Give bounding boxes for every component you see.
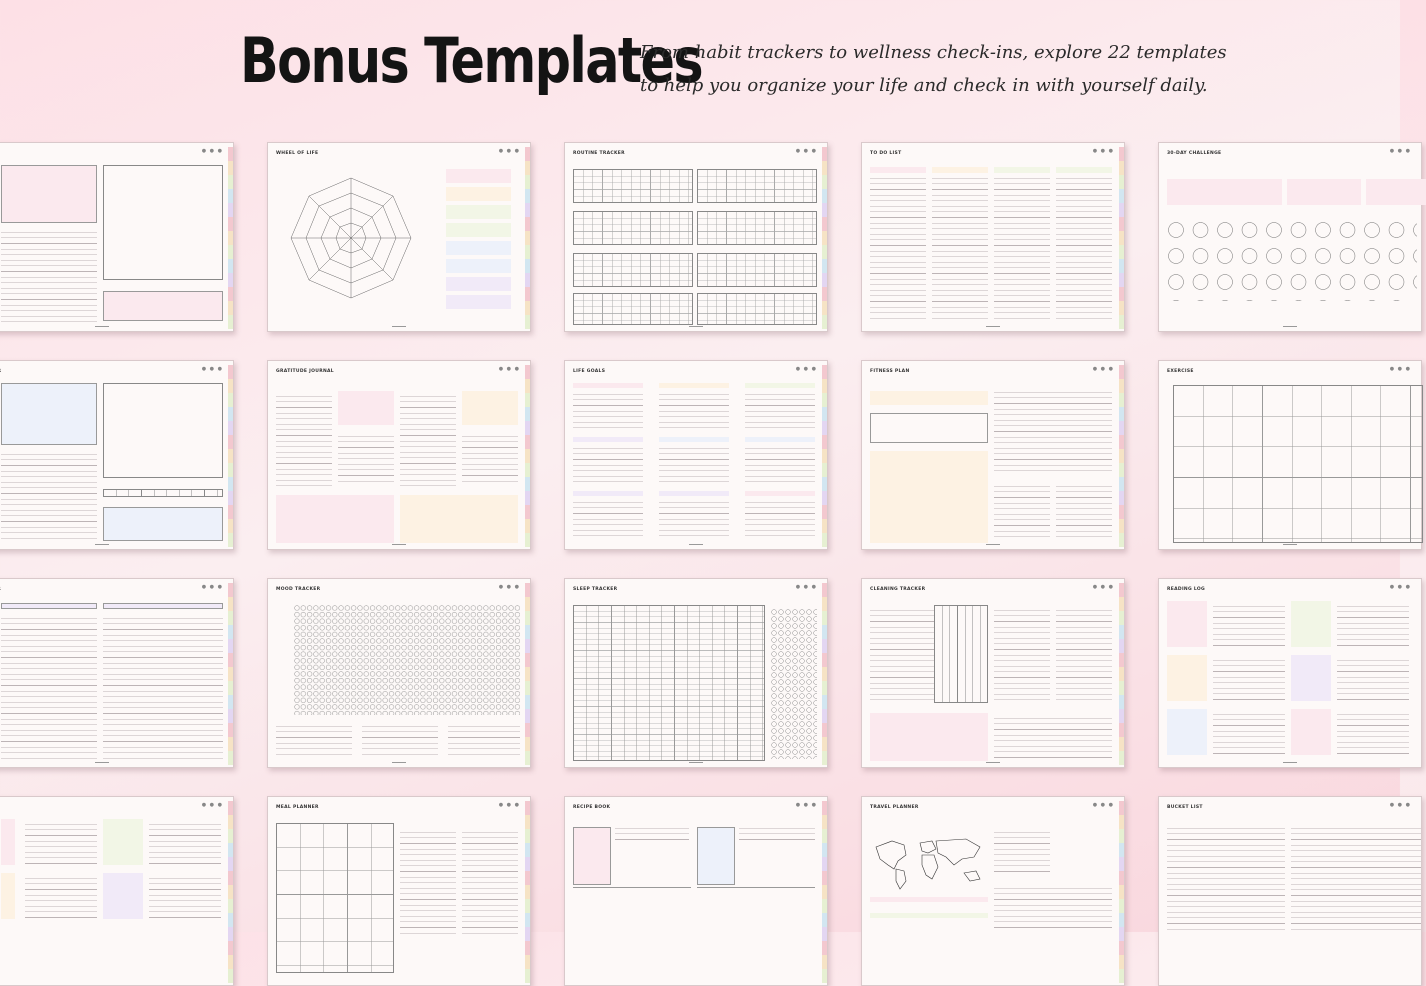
fitness-header	[870, 391, 988, 405]
goal-lines	[573, 443, 643, 485]
side-tabs	[525, 147, 530, 329]
side-tabs	[822, 365, 827, 547]
tracker-header	[1, 603, 97, 609]
category-band	[446, 277, 511, 291]
window-dots: ● ● ●	[1389, 584, 1411, 590]
template-preview-sleep-tracker[interactable]	[564, 578, 828, 768]
template-preview-meal-planner[interactable]	[267, 796, 531, 986]
category-band	[446, 187, 511, 201]
hours-strip	[103, 489, 223, 497]
routine-grid	[573, 253, 693, 287]
book-lines	[1213, 601, 1285, 647]
goal-header	[745, 437, 815, 442]
window-dots: ● ● ●	[1389, 148, 1411, 154]
category-band	[446, 169, 511, 183]
window-dots: ● ● ●	[498, 148, 520, 154]
goal-lines	[573, 389, 643, 431]
window-dots: ● ● ●	[498, 584, 520, 590]
reflection-box	[400, 495, 518, 543]
template-title: SLEEP TRACKER	[573, 587, 618, 592]
template-title: MEAL PLANNER	[276, 805, 319, 810]
window-dots: ● ● ●	[1389, 802, 1411, 808]
book-lines	[149, 873, 221, 919]
category-band	[446, 295, 511, 309]
mood-legend	[276, 721, 352, 757]
travel-band	[870, 913, 988, 918]
book-lines	[25, 819, 97, 865]
page-footer	[986, 326, 1000, 328]
section-grid	[103, 165, 223, 280]
mood-legend	[362, 721, 438, 757]
page-footer	[986, 544, 1000, 546]
category-band	[446, 205, 511, 219]
book-cover	[1291, 655, 1331, 701]
template-preview-travel-planner[interactable]	[861, 796, 1125, 986]
checklist-lines	[870, 173, 926, 323]
book-lines	[1337, 655, 1409, 701]
template-title: FITNESS PLAN	[870, 369, 910, 374]
template-preview-planner-2[interactable]	[0, 360, 234, 550]
routine-grid	[573, 169, 693, 203]
side-tabs	[228, 583, 233, 765]
page-title: Bonus Templates	[240, 24, 702, 97]
book-cover	[103, 819, 143, 865]
reflection-box	[276, 495, 394, 543]
side-tabs	[1119, 583, 1124, 765]
goal-lines	[745, 389, 815, 431]
book-lines	[1337, 601, 1409, 647]
page-footer	[392, 544, 406, 546]
template-preview-bucket-list[interactable]	[1158, 796, 1422, 986]
page-footer	[689, 544, 703, 546]
page-footer	[95, 762, 109, 764]
window-dots: ● ● ●	[795, 148, 817, 154]
template-title	[0, 369, 1, 374]
template-preview-30-day-challenge[interactable]	[1158, 142, 1422, 332]
book-lines	[1213, 709, 1285, 755]
cleaning-lines	[1056, 605, 1112, 703]
template-title: WHEEL OF LIFE	[276, 151, 319, 156]
template-title: 30-DAY CHALLENGE	[1167, 151, 1222, 156]
page-footer	[689, 762, 703, 764]
wheel-chart	[286, 173, 416, 303]
grocery-lines	[400, 827, 456, 937]
goal-header	[659, 437, 729, 442]
book-lines	[1337, 709, 1409, 755]
travel-band	[870, 897, 988, 902]
meal-grid	[276, 823, 394, 973]
window-dots: ● ● ●	[795, 584, 817, 590]
journal-lines	[400, 391, 456, 486]
fitness-lines	[994, 387, 1112, 475]
book-lines	[1213, 655, 1285, 701]
template-preview-to-do-list[interactable]	[861, 142, 1125, 332]
book-lines	[149, 819, 221, 865]
window-dots: ● ● ●	[1092, 366, 1114, 372]
fitness-table	[870, 413, 988, 443]
cleaning-lines	[994, 605, 1050, 703]
recipe-divider	[573, 887, 691, 937]
bucket-lines	[1167, 823, 1285, 933]
cleaning-lines	[994, 713, 1112, 761]
exercise-grid	[1173, 385, 1423, 543]
routine-grid	[573, 211, 693, 245]
book-cover	[1167, 601, 1207, 647]
goal-header	[573, 491, 643, 496]
journal-box	[338, 391, 394, 425]
page-footer	[689, 326, 703, 328]
day-circles	[1167, 221, 1417, 301]
tracker-lines	[1, 613, 97, 759]
template-title: TO DO LIST	[870, 151, 902, 156]
page-footer	[1283, 544, 1297, 546]
template-title: ROUTINE TRACKER	[573, 151, 625, 156]
goal-lines	[745, 443, 815, 485]
sleep-dots	[771, 609, 817, 759]
side-tabs	[525, 365, 530, 547]
category-band	[446, 241, 511, 255]
routine-grid	[697, 253, 817, 287]
template-title: TRAVEL PLANNER	[870, 805, 919, 810]
routine-grid	[697, 169, 817, 203]
window-dots: ● ● ●	[1389, 366, 1411, 372]
grocery-lines	[462, 827, 518, 937]
book-cover	[1291, 709, 1331, 755]
tracker-header	[103, 603, 223, 609]
side-tabs	[525, 801, 530, 983]
cleaning-notes	[870, 713, 988, 761]
cleaning-lines	[870, 605, 934, 703]
side-tabs	[228, 801, 233, 983]
side-tabs	[1119, 365, 1124, 547]
goal-lines	[659, 443, 729, 485]
tracker-lines	[103, 613, 223, 759]
banner-header	[0, 0, 1400, 140]
window-dots: ● ● ●	[795, 802, 817, 808]
template-preview-reading-log[interactable]	[1158, 578, 1422, 768]
template-preview-exercise[interactable]	[1158, 360, 1422, 550]
fitness-lines	[994, 481, 1050, 541]
book-cover	[103, 873, 143, 919]
challenge-box	[1366, 179, 1426, 205]
template-preview-recipe-book[interactable]	[564, 796, 828, 986]
goal-header	[745, 491, 815, 496]
section-grid	[103, 383, 223, 478]
template-title	[0, 587, 1, 592]
book-cover	[1167, 709, 1207, 755]
book-cover	[1, 819, 15, 865]
template-title: GRATITUDE JOURNAL	[276, 369, 334, 374]
goal-lines	[573, 497, 643, 541]
side-tabs	[822, 147, 827, 329]
side-tabs	[822, 801, 827, 983]
template-preview-routine-tracker[interactable]	[564, 142, 828, 332]
routine-grid	[697, 293, 817, 325]
window-dots: ● ● ●	[201, 366, 223, 372]
ruled-lines	[1, 227, 97, 323]
category-band	[446, 259, 511, 273]
template-preview-wheel-of-life[interactable]	[267, 142, 531, 332]
journal-lines	[338, 431, 394, 486]
recipe-lines	[739, 823, 815, 843]
page-footer	[1283, 326, 1297, 328]
book-cover	[1167, 655, 1207, 701]
side-tabs	[1119, 147, 1124, 329]
page-footer	[392, 326, 406, 328]
page-footer	[986, 762, 1000, 764]
page-footer	[95, 326, 109, 328]
recipe-lines	[615, 823, 689, 843]
recipe-photo	[573, 827, 611, 885]
journal-box	[462, 391, 518, 425]
recipe-divider	[697, 887, 815, 937]
journal-lines	[276, 391, 332, 486]
template-title: LIFE GOALS	[573, 369, 606, 374]
world-map	[870, 835, 988, 891]
side-tabs	[1119, 801, 1124, 983]
mood-legend	[448, 721, 520, 757]
template-preview-mood-tracker[interactable]	[267, 578, 531, 768]
journal-lines	[462, 431, 518, 486]
ruled-lines	[1, 449, 97, 541]
window-dots: ● ● ●	[201, 148, 223, 154]
template-title: CLEANING TRACKER	[870, 587, 926, 592]
sleep-grid	[573, 605, 765, 761]
template-title: MOOD TRACKER	[276, 587, 321, 592]
template-preview-planner[interactable]	[0, 142, 234, 332]
window-dots: ● ● ●	[1092, 802, 1114, 808]
window-dots: ● ● ●	[201, 802, 223, 808]
page-subtitle	[640, 36, 1227, 102]
template-title: RECIPE BOOK	[573, 805, 611, 810]
template-title: READING LOG	[1167, 587, 1205, 592]
goal-lines	[745, 497, 815, 541]
recipe-photo	[697, 827, 735, 885]
mood-bubbles	[294, 605, 520, 715]
goal-header	[573, 383, 643, 388]
page-footer	[1283, 762, 1297, 764]
template-title: BUCKET LIST	[1167, 805, 1203, 810]
category-band	[446, 223, 511, 237]
window-dots: ● ● ●	[795, 366, 817, 372]
template-preview-tracker[interactable]	[0, 578, 234, 768]
routine-grid	[697, 211, 817, 245]
subtitle-line-2: to help you organize your life and check in with yourself daily.	[640, 75, 1208, 96]
page-footer	[95, 544, 109, 546]
checklist-lines	[932, 173, 988, 323]
template-preview-log[interactable]	[0, 796, 234, 986]
side-tabs	[228, 365, 233, 547]
subtitle-line-1: From habit trackers to wellness check-ins, explore 22 templates	[640, 42, 1227, 63]
bucket-lines	[1291, 823, 1421, 933]
window-dots: ● ● ●	[1092, 148, 1114, 154]
template-preview-life-goals[interactable]	[564, 360, 828, 550]
window-dots: ● ● ●	[498, 366, 520, 372]
goal-header	[745, 383, 815, 388]
challenge-box	[1287, 179, 1361, 205]
template-preview-fitness-plan[interactable]	[861, 360, 1125, 550]
cleaning-grid	[934, 605, 988, 703]
book-lines	[25, 873, 97, 919]
template-title: EXERCISE	[1167, 369, 1194, 374]
book-cover	[1, 873, 15, 919]
checklist-lines	[994, 173, 1050, 323]
notes-box	[103, 291, 223, 321]
goal-header	[659, 383, 729, 388]
template-preview-cleaning-tracker[interactable]	[861, 578, 1125, 768]
fitness-notes	[870, 451, 988, 543]
side-tabs	[525, 583, 530, 765]
fitness-lines	[1056, 481, 1112, 541]
page-footer	[392, 762, 406, 764]
window-dots: ● ● ●	[498, 802, 520, 808]
template-preview-gratitude-journal[interactable]	[267, 360, 531, 550]
goal-header	[573, 437, 643, 442]
notes-box	[103, 507, 223, 541]
travel-lines	[994, 827, 1050, 873]
section-box	[1, 165, 97, 223]
checklist-lines	[1056, 173, 1112, 323]
travel-lines	[994, 883, 1112, 933]
window-dots: ● ● ●	[201, 584, 223, 590]
challenge-box	[1167, 179, 1282, 205]
routine-grid	[573, 293, 693, 325]
goal-lines	[659, 497, 729, 541]
side-tabs	[822, 583, 827, 765]
side-tabs	[228, 147, 233, 329]
goal-lines	[659, 389, 729, 431]
section-box	[1, 383, 97, 445]
book-cover	[1291, 601, 1331, 647]
goal-header	[659, 491, 729, 496]
window-dots: ● ● ●	[1092, 584, 1114, 590]
